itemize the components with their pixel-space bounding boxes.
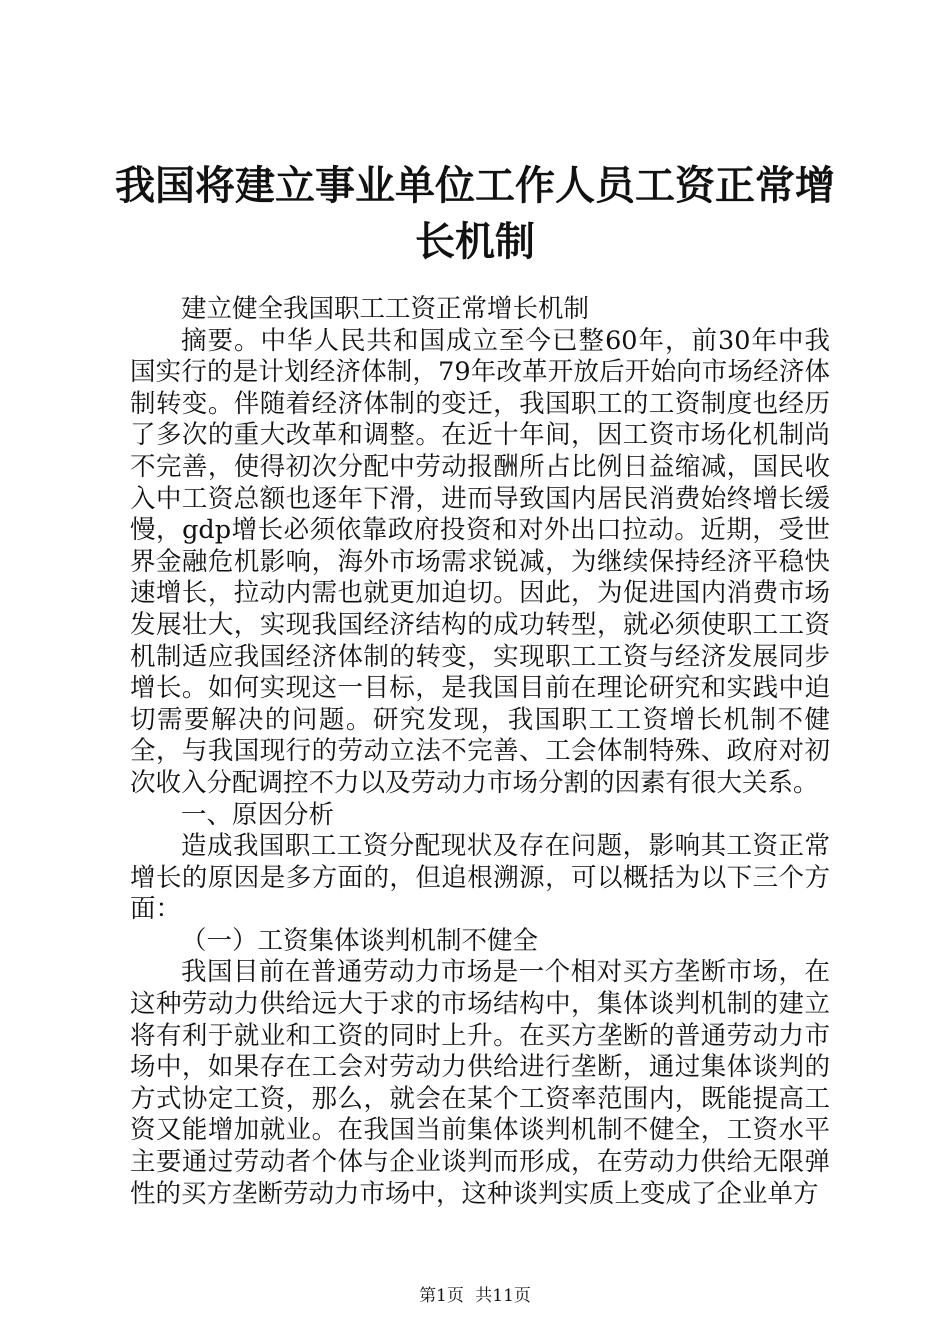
page-number: 第1页 bbox=[419, 1286, 464, 1306]
paragraph-cause-intro: 造成我国职工工资分配现状及存在问题，影响其工资正常增长的原因是多方面的，但追根溯源，可以概括为以下三个方面： bbox=[130, 831, 830, 925]
page-total: 共11页 bbox=[475, 1286, 531, 1306]
paragraph-abstract: 摘要。中华人民共和国成立至今已整60年，前30年中我国实行的是计划经济体制，79年改革开放后开始向市场经济体制转变。伴随着经济体制的变迁，我国职工的工资制度也经历了多次的重大改革和调整。在近十年间，因工资市场化机制尚不完善，使得初次分配中劳动报酬所占比例日益缩减，国民收入中工资总额也逐年下滑，进而导致国内居民消费始终增长缓慢，gdp增长必须依靠政府投资和对外出口拉动。近期，受世界金融危机影响，海外市场需求锐减，为继续保持经济平稳快速增长，拉动内需也就更加迫切。因此，为促进国内消费市场发展壮大，实现我国经济结构的成功转型，就必须使职工工资机制适应我国经济体制的转变，实现职工工资与经济发展同步增长。如何实现这一目标，是我国目前在理论研究和实践中迫切需要解决的问题。研究发现，我国职工工资增长机制不健全，与我国现行的劳动立法不完善、工会体制特殊、政府对初次收入分配调控不力以及劳动力市场分割的因素有很大关系。 bbox=[130, 325, 830, 798]
paragraph-collective-bargaining: 我国目前在普通劳动力市场是一个相对买方垄断市场，在这种劳动力供给远大于求的市场结构中，集体谈判机制的建立将有利于就业和工资的同时上升。在买方垄断的普通劳动力市场中，如果存在工会对劳动力供给进行垄断，通过集体谈判的方式协定工资，那么，就会在某个工资率范围内，既能提高工资又能增加就业。在我国当前集体谈判机制不健全，工资水平主要通过劳动者个体与企业谈判而形成，在劳动力供给无限弹性的买方垄断劳动力市场中，这种谈判实质上变成了企业单方 bbox=[130, 957, 830, 1209]
page-footer bbox=[0, 1284, 950, 1308]
subsection-heading-collective-bargaining: （一）工资集体谈判机制不健全 bbox=[181, 925, 539, 956]
section-heading-cause-analysis: 一、原因分析 bbox=[181, 799, 335, 830]
document-body bbox=[130, 294, 830, 1210]
document-title: 我国将建立事业单位工作人员工资正常增长机制 bbox=[115, 162, 835, 265]
paragraph-heading: 建立健全我国职工工资正常增长机制 bbox=[181, 294, 590, 324]
